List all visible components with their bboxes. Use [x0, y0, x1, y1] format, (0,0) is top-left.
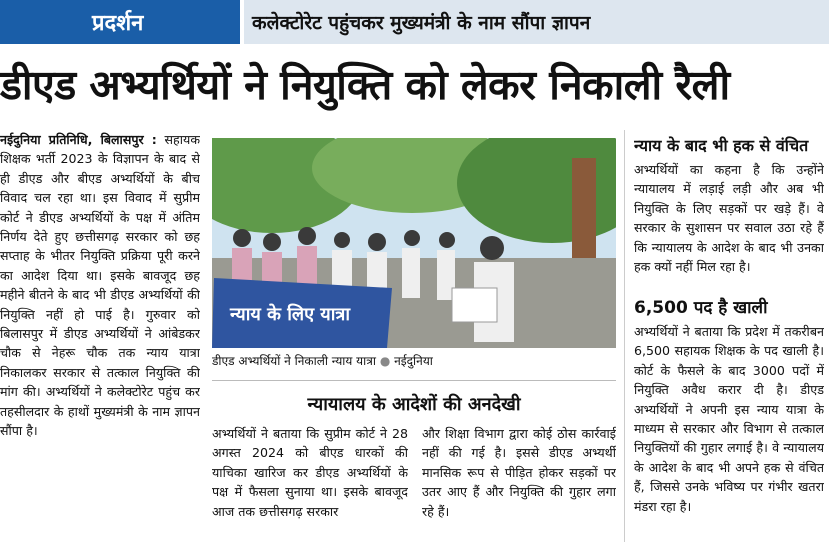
middle-column-1: अभ्यर्थियों ने बताया कि सुप्रीम कोर्ट ने 28 अगस्त 2024 को बीएड धारकों की याचिका खारिज कर डीएड अभ्यर्थियों के पक्ष में फैसला सुनाया था। इसके बावजूद आज तक छत्तीसगढ़ सरकार [212, 426, 408, 519]
middle-section-title: न्यायालय के आदेशों की अनदेखी [307, 394, 521, 415]
section-divider [212, 380, 616, 381]
middle-column-2: और शिक्षा विभाग द्वारा कोई ठोस कार्रवाई नहीं की गई है। इससे डीएड अभ्यर्थी मानसिक रूप से पीड़ित होकर सड़कों पर उतर आए हैं और नियुक्ति की गुहार लगा रहे हैं। [422, 426, 616, 519]
right-heading-2: 6,500 पद है खाली [634, 298, 768, 318]
banner-text: न्याय के लिए यात्रा [230, 304, 350, 325]
photo-caption [212, 350, 616, 372]
column-divider [624, 130, 625, 542]
caption-separator-icon: ● [379, 354, 395, 368]
left-column-text: सहायक शिक्षक भर्ती 2023 के विज्ञापन के बाद से ही डीएड और बीएड अभ्यर्थियों के बीच विवाद चल रहा था। इस विवाद में सुप्रीम कोर्ट ने डीएड अभ्यर्थियों के पक्ष में अंतिम निर्णय देते हुए छत्तीसगढ़ सरकार को छह सप्ताह के भीतर नियुक्ति प्रक्रिया पूरी करने का आदेश दिया था। इसके बावजूद छह महीने बीतने के बाद भी डीएड अभ्यर्थियों की नियुक्ति नहीं हो पाई है। गुरुवार को बिलासपुर में डीएड अभ्यर्थियों ने आंबेडकर चौक से नेहरू चौक तक न्याय यात्रा निकालकर सरकार से तत्काल नियुक्ति की मांग की। अभ्यर्थियों ने कलेक्टोरेट पहुंच कर तहसीलदार के हाथों मुख्यमंत्री के नाम ज्ञापन सौंपा है। [0, 132, 200, 439]
right-column-text-1: अभ्यर्थियों का कहना है कि उन्होंने न्यायालय में लड़ाई लड़ी और अब भी नियुक्ति के लिए सड़कों पर खड़े हैं। वे सरकार के सुशासन पर सवाल उठा रहे हैं कि न्यायालय के आदेश के बाद भी उनका हक क्यों नहीं मिल रहा है। [634, 162, 824, 275]
left-column [0, 130, 200, 542]
section-kicker: प्रदर्शन [0, 0, 240, 44]
subheadline: कलेक्टोरेट पहुंचकर मुख्यमंत्री के नाम सौंपा ज्ञापन [240, 0, 829, 44]
caption-text: डीएड अभ्यर्थियों ने निकाली न्याय यात्रा [212, 354, 376, 368]
dateline: नईदुनिया प्रतिनिधि, बिलासपुर : [0, 132, 157, 147]
right-heading-1: न्याय के बाद भी हक से वंचित [634, 136, 809, 155]
rally-photo-illustration [212, 138, 616, 348]
headline: डीएड अभ्यर्थियों ने नियुक्ति को लेकर निकाली रैली [0, 61, 730, 109]
caption-credit: नईदुनिया [394, 354, 433, 368]
rally-photo [212, 138, 616, 348]
top-bar [0, 0, 829, 44]
right-column-text-2: अभ्यर्थियों ने बताया कि प्रदेश में तकरीबन 6,500 सहायक शिक्षक के पद खाली है। कोर्ट के फैसले के बाद 3000 पदों में नियुक्ति अवैध करार दी है। डीएड अभ्यर्थियों ने अपनी इस न्याय यात्रा के माध्यम से सरकार और विभाग से तत्काल नियुक्तियों की गुहार लगाई है। वे न्यायालय के आदेश के बाद भी अपने हक से वंचित हैं, जिससे उनके भविष्य पर गंभीर खतरा मंडरा रहा है। [634, 324, 824, 514]
